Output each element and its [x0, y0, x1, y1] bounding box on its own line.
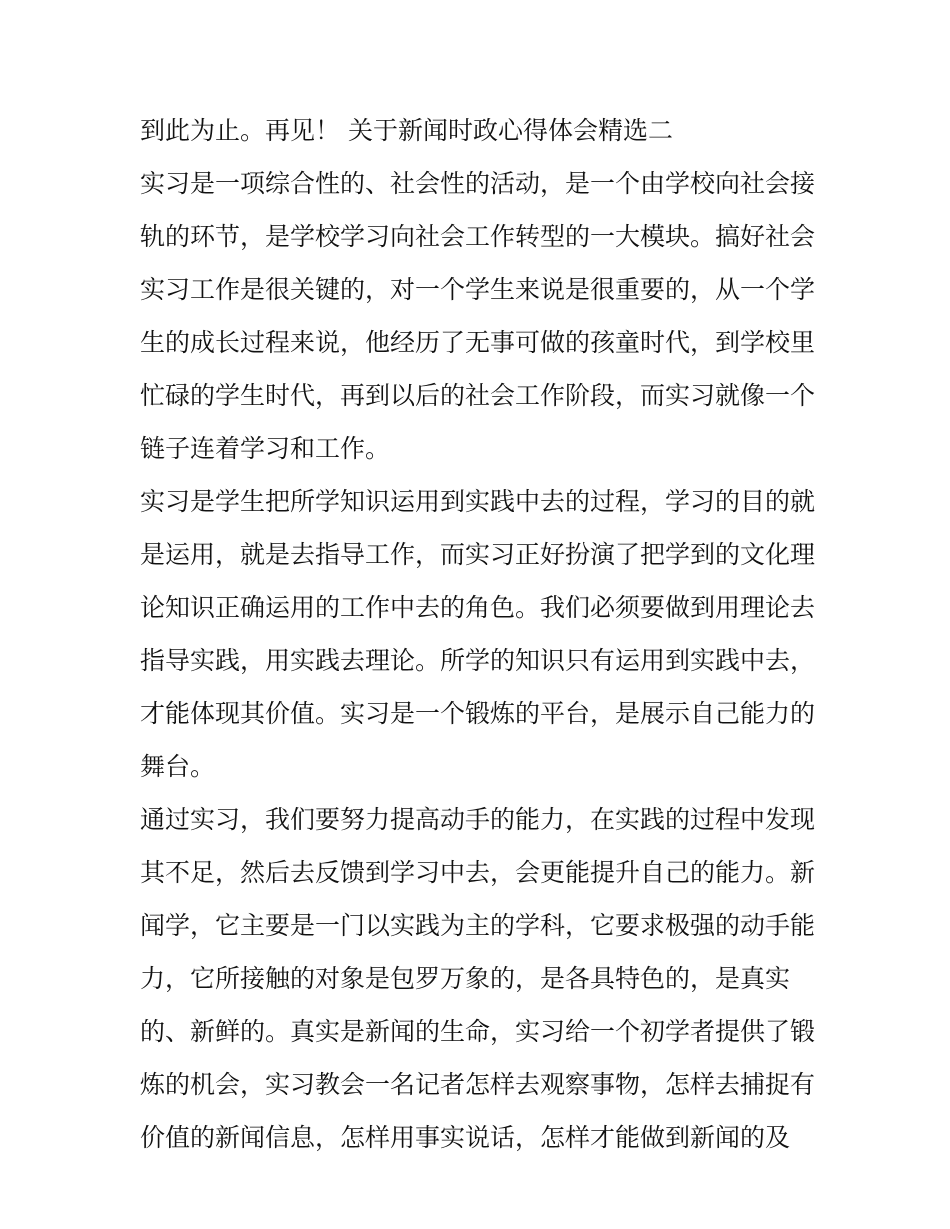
text-line: 到此为止。再见！ 关于新闻时政心得体会精选二 [140, 116, 673, 145]
text-line: 实习是学生把所学知识运用到实践中去的过程，学习的目的就 [140, 487, 816, 516]
text-line: 价值的新闻信息，怎样用事实说话，怎样才能做到新闻的及 [140, 1123, 791, 1152]
text-line: 通过实习，我们要努力提高动手的能力，在实践的过程中发现 [140, 805, 816, 834]
text-line: 炼的机会，实习教会一名记者怎样去观察事物，怎样去捕捉有 [140, 1070, 816, 1099]
text-line: 的、新鲜的。真实是新闻的生命，实习给一个初学者提供了锻 [140, 1017, 816, 1046]
text-line: 实习是一项综合性的、社会性的活动，是一个由学校向社会接 [140, 169, 816, 198]
text-line: 才能体现其价值。实习是一个锻炼的平台，是展示自己能力的 [140, 699, 816, 728]
text-line: 闻学，它主要是一门以实践为主的学科，它要求极强的动手能 [140, 911, 816, 940]
text-line: 忙碌的学生时代，再到以后的社会工作阶段，而实习就像一个 [140, 381, 816, 410]
document-body [140, 104, 816, 1164]
text-line: 其不足，然后去反馈到学习中去，会更能提升自己的能力。新 [140, 858, 816, 887]
text-line: 链子连着学习和工作。 [140, 434, 391, 463]
text-line: 论知识正确运用的工作中去的角色。我们必须要做到用理论去 [140, 593, 816, 622]
text-line: 力，它所接触的对象是包罗万象的，是各具特色的，是真实 [140, 964, 791, 993]
text-line: 轨的环节，是学校学习向社会工作转型的一大模块。搞好社会 [140, 222, 816, 251]
text-line: 舞台。 [140, 752, 216, 781]
text-line: 指导实践，用实践去理论。所学的知识只有运用到实践中去， [140, 646, 816, 675]
text-line: 生的成长过程来说，他经历了无事可做的孩童时代，到学校里 [140, 328, 816, 357]
text-line: 是运用，就是去指导工作，而实习正好扮演了把学到的文化理 [140, 540, 816, 569]
text-line: 实习工作是很关键的，对一个学生来说是很重要的，从一个学 [140, 275, 816, 304]
